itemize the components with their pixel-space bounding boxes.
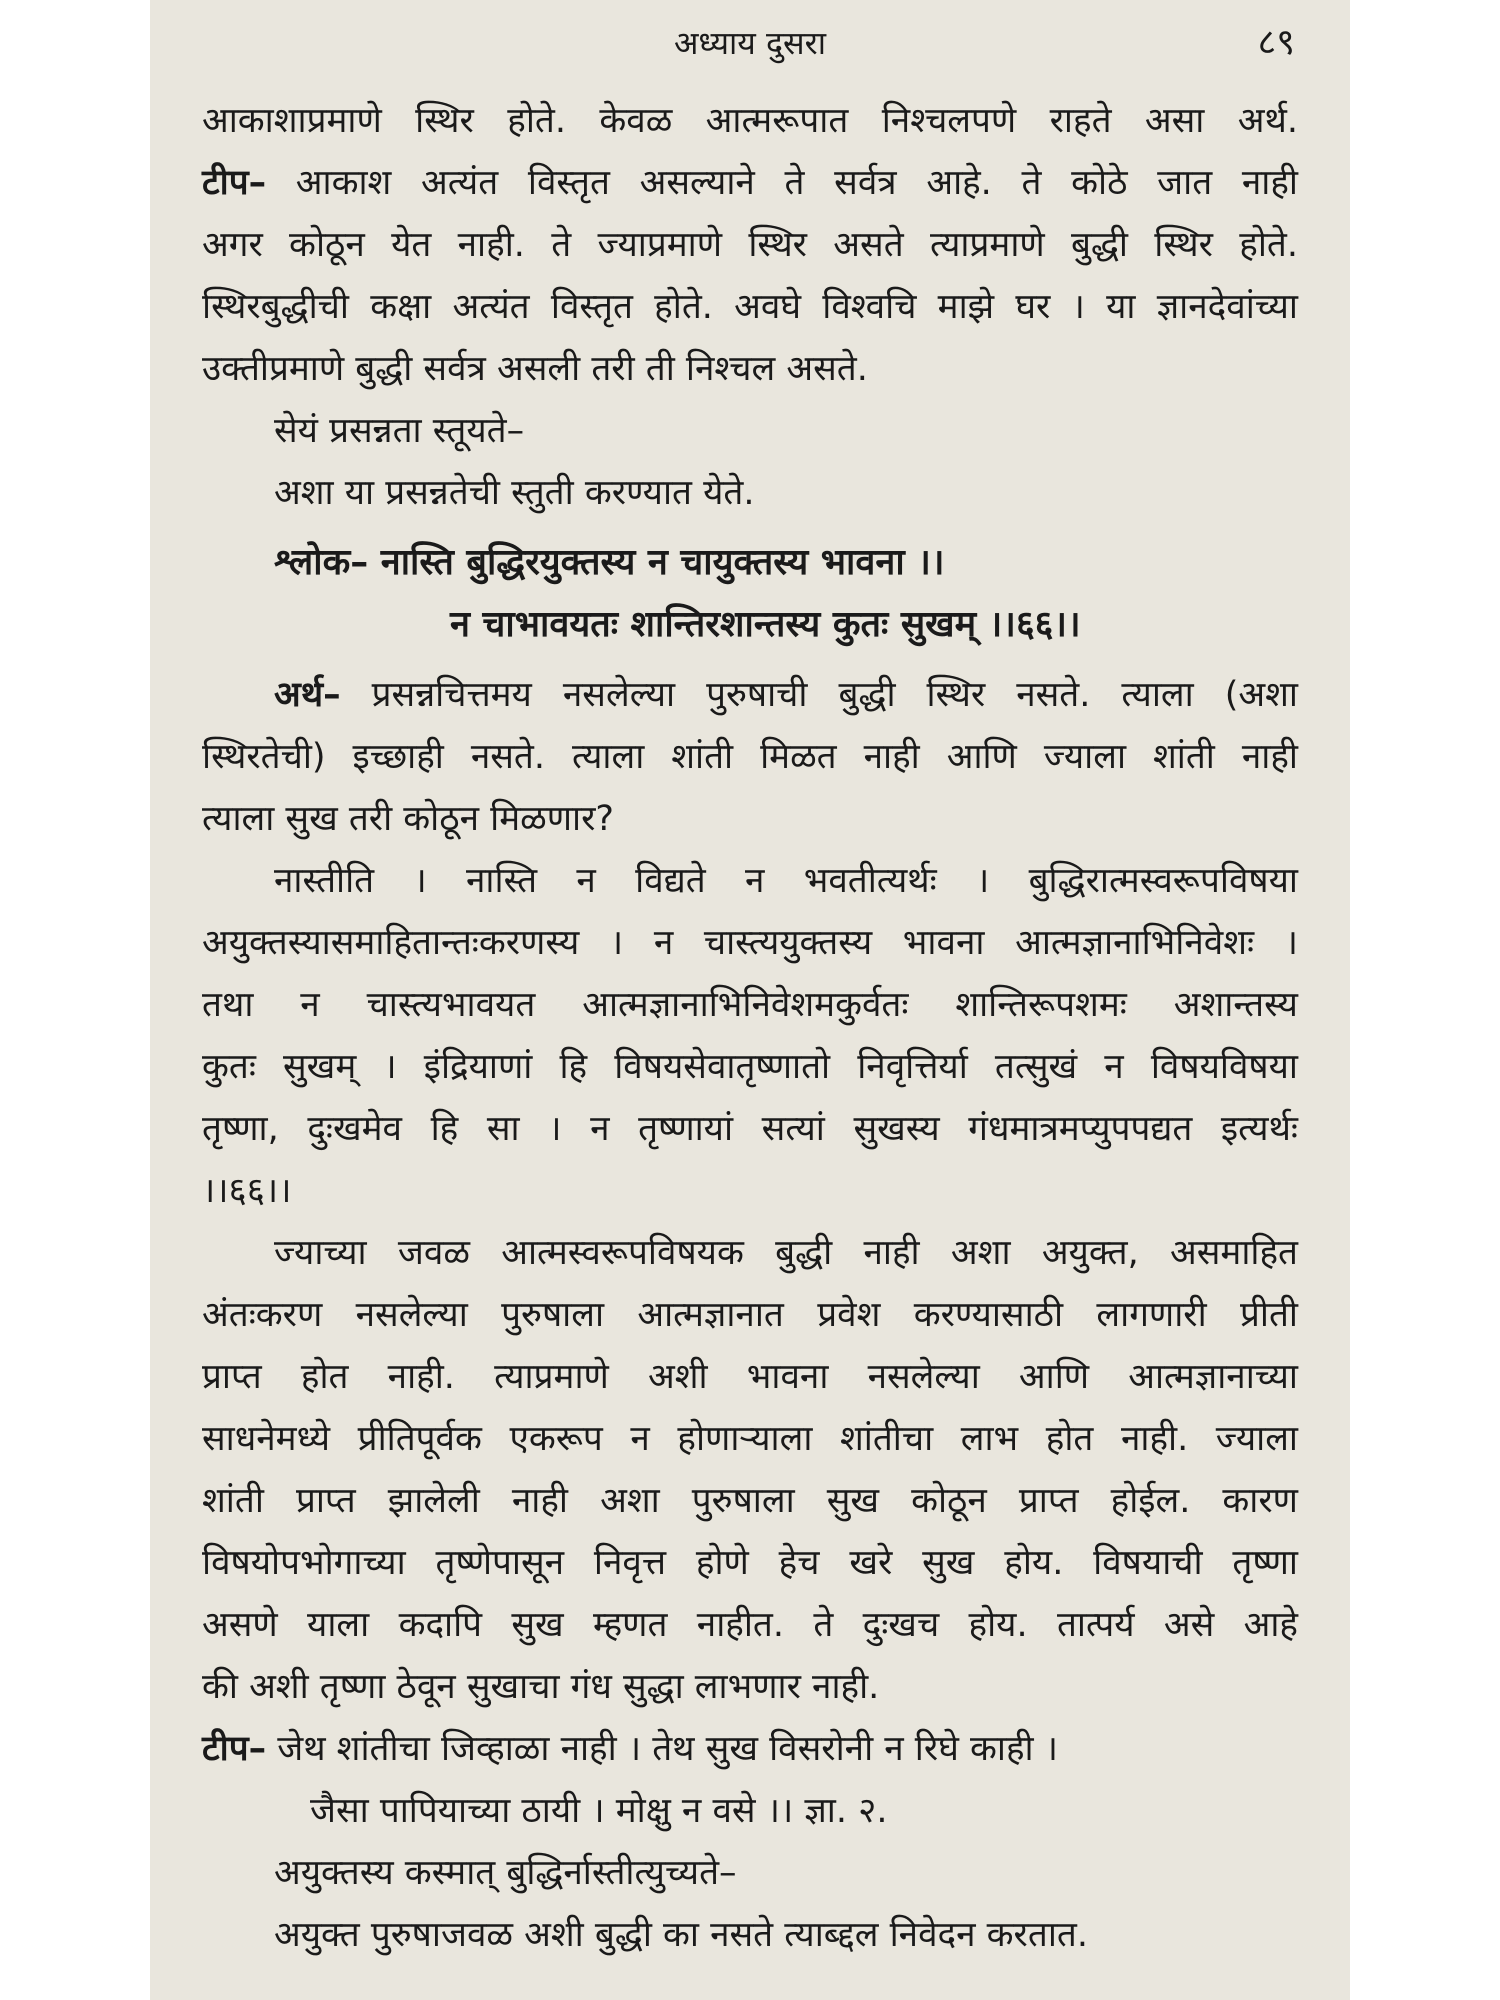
note-label: टीप– bbox=[202, 163, 267, 203]
commentary-line: तथा न चास्त्यभावयत आत्मज्ञानाभिनिवेशमकुर्वतः शान्तिरूपशमः अशान्तस्य bbox=[202, 985, 1298, 1025]
text-line: साधनेमध्ये प्रीतिपूर्वक एकरूप न होणाऱ्याला शांतीचा लाभ होत नाही. ज्याला bbox=[202, 1419, 1298, 1459]
page-body bbox=[202, 90, 1298, 1966]
text-line: की अशी तृष्णा ठेवून सुखाचा गंध सुद्धा लाभणार नाही. bbox=[202, 1667, 880, 1707]
note-line: टीप– जेथ शांतीचा जिव्हाळा नाही । तेथ सुख विसरोनी न रिघे काही । bbox=[202, 1729, 1058, 1769]
quote-line: जैसा पापियाच्या ठायी । मोक्षु न वसे ।। ज्ञा. २. bbox=[310, 1791, 888, 1831]
shloka-label: श्लोक– bbox=[274, 542, 369, 583]
text-line: अगर कोठून येत नाही. ते ज्याप्रमाणे स्थिर असते त्याप्रमाणे बुद्धी स्थिर होते. bbox=[202, 225, 1298, 265]
book-page bbox=[150, 0, 1350, 2000]
page-header bbox=[150, 18, 1350, 78]
commentary-line: कुतः सुखम् । इंद्रियाणां हि विषयसेवातृष्णातो निवृत्तिर्या तत्सुखं न विषयविषया bbox=[202, 1047, 1298, 1087]
commentary-line: तृष्णा, दुःखमेव हि सा । न तृष्णायां सत्यां सुखस्य गंधमात्रमप्युपपद्यत इत्यर्थः bbox=[202, 1109, 1298, 1149]
text-line: आकाशाप्रमाणे स्थिर होते. केवळ आत्मरूपात निश्चलपणे राहते असा अर्थ. bbox=[202, 101, 1298, 141]
text-line: अंतःकरण नसलेल्या पुरुषाला आत्मज्ञानात प्रवेश करण्यासाठी लागणारी प्रीती bbox=[202, 1295, 1298, 1335]
text-line: अशा या प्रसन्नतेची स्तुती करण्यात येते. bbox=[274, 473, 755, 513]
text-line: असणे याला कदापि सुख म्हणत नाहीत. ते दुःखच होय. तात्पर्य असे आहे bbox=[202, 1605, 1298, 1645]
sanskrit-line: सेयं प्रसन्नता स्तूयते– bbox=[274, 411, 525, 451]
note-line: टीप– आकाश अत्यंत विस्तृत असल्याने ते सर्वत्र आहे. ते कोठे जात नाही bbox=[202, 163, 1298, 203]
sanskrit-line: अयुक्तस्य कस्मात् बुद्धिर्नास्तीत्युच्यते– bbox=[274, 1853, 737, 1893]
page-number: ८९ bbox=[1257, 22, 1295, 63]
chapter-title: अध्याय दुसरा bbox=[673, 24, 827, 62]
text-line: स्थिरतेची) इच्छाही नसते. त्याला शांती मिळत नाही आणि ज्याला शांती नाही bbox=[202, 737, 1298, 777]
note-label: टीप– bbox=[202, 1729, 267, 1769]
commentary-line: ।।६६।। bbox=[202, 1171, 292, 1211]
text-line: त्याला सुख तरी कोठून मिळणार? bbox=[202, 799, 614, 839]
text-line: ज्याच्या जवळ आत्मस्वरूपविषयक बुद्धी नाही अशा अयुक्त, असमाहित bbox=[274, 1233, 1298, 1273]
shloka-line: न चाभावयतः शान्तिरशान्तस्य कुतः सुखम् ।।६६।। bbox=[450, 604, 1081, 645]
meaning-line: अर्थ– प्रसन्नचित्तमय नसलेल्या पुरुषाची बुद्धी स्थिर नसते. त्याला (अशा bbox=[274, 675, 1298, 715]
meaning-label: अर्थ– bbox=[274, 675, 341, 715]
text-line: स्थिरबुद्धीची कक्षा अत्यंत विस्तृत होते. अवघे विश्वचि माझे घर । या ज्ञानदेवांच्या bbox=[202, 287, 1298, 327]
text-line: अयुक्त पुरुषाजवळ अशी बुद्धी का नसते त्याब्द्दल निवेदन करतात. bbox=[274, 1915, 1088, 1955]
shloka-line: श्लोक– नास्ति बुद्धिरयुक्तस्य न चायुक्तस्य भावना ।। bbox=[274, 542, 945, 583]
commentary-line: अयुक्तस्यासमाहितान्तःकरणस्य । न चास्त्ययुक्तस्य भावना आत्मज्ञानाभिनिवेशः । bbox=[202, 923, 1298, 963]
text-line: प्राप्त होत नाही. त्याप्रमाणे अशी भावना नसलेल्या आणि आत्मज्ञानाच्या bbox=[202, 1357, 1298, 1397]
text-line: शांती प्राप्त झालेली नाही अशा पुरुषाला सुख कोठून प्राप्त होईल. कारण bbox=[202, 1481, 1298, 1521]
text-line: विषयोपभोगाच्या तृष्णेपासून निवृत्त होणे हेच खरे सुख होय. विषयाची तृष्णा bbox=[202, 1543, 1298, 1583]
text-line: उक्तीप्रमाणे बुद्धी सर्वत्र असली तरी ती निश्चल असते. bbox=[202, 349, 868, 389]
commentary-line: नास्तीति । नास्ति न विद्यते न भवतीत्यर्थः । बुद्धिरात्मस्वरूपविषया bbox=[274, 861, 1298, 901]
